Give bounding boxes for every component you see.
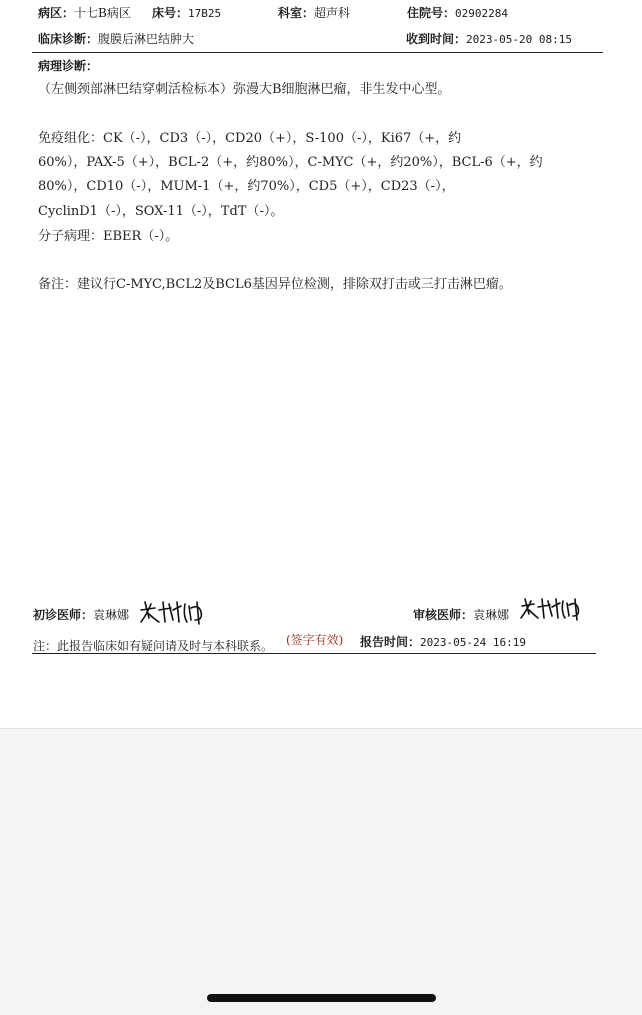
report-time-value: 2023-05-24 16:19	[420, 636, 526, 649]
initial-physician-label: 初诊医师：	[33, 608, 94, 622]
bed-field	[152, 5, 221, 22]
molecular-pathology: 分子病理：EBER（-）。	[38, 229, 179, 244]
ihc-line-2: 60%），PAX-5（+），BCL-2（+，约80%），C-MYC（+，约20%），BCL-6（+，约	[38, 155, 543, 170]
dept-value: 超声科	[314, 6, 351, 20]
review-physician-name: 袁琳娜	[473, 608, 510, 622]
pathology-diagnosis: （左侧颈部淋巴结穿刺活检标本）弥漫大B细胞淋巴瘤，非生发中心型。	[38, 82, 451, 97]
footer-divider	[32, 653, 596, 654]
ward-field	[38, 5, 131, 21]
pathology-title-label: 病理诊断：	[38, 59, 99, 73]
header-divider	[32, 52, 603, 53]
clinical-diagnosis-field	[38, 31, 194, 47]
remark: 备注：建议行C-MYC,BCL2及BCL6基因异位检测，排除双打击或三打击淋巴瘤。	[38, 277, 512, 292]
dept-label: 科室：	[278, 6, 315, 20]
sign-valid-mark	[286, 632, 343, 648]
received-time-label: 收到时间：	[406, 32, 467, 46]
report-note-text: 注：此报告临床如有疑问请及时与本科联系。	[33, 639, 274, 653]
bed-value: 17B25	[188, 7, 222, 20]
received-time-field	[406, 31, 572, 48]
review-physician-signature	[518, 594, 584, 624]
review-physician-label: 审核医师：	[413, 608, 474, 622]
ihc-line-4: CyclinD1（-），SOX-11（-），TdT（-）。	[38, 204, 284, 219]
initial-physician-signature	[137, 596, 209, 626]
bed-label: 床号：	[152, 6, 189, 20]
pathology-title	[38, 58, 98, 74]
clinical-diagnosis-label: 临床诊断：	[38, 32, 99, 46]
blank-lower-area	[0, 728, 642, 1015]
admission-value: 02902284	[455, 7, 508, 20]
admission-label: 住院号：	[407, 6, 456, 20]
ward-value: 十七B病区	[74, 6, 131, 20]
home-indicator[interactable]	[207, 994, 436, 1002]
ihc-line-3: 80%），CD10（-），MUM-1（+，约70%），CD5（+），CD23（-），	[38, 179, 455, 194]
initial-physician-name: 袁琳娜	[93, 608, 130, 622]
clinical-diagnosis-value: 腹膜后淋巴结肿大	[98, 32, 195, 46]
admission-field	[407, 5, 508, 22]
sign-valid-text: (签字有效)	[286, 633, 344, 647]
report-time-label: 报告时间：	[360, 635, 421, 649]
review-physician-field	[413, 607, 509, 623]
ward-label: 病区：	[38, 6, 75, 20]
initial-physician-field	[33, 607, 129, 623]
dept-field	[278, 5, 350, 21]
report-note	[33, 638, 273, 654]
ihc-line-1: 免疫组化：CK（-），CD3（-），CD20（+），S-100（-），Ki67（+，约	[38, 131, 462, 146]
report-time-field	[360, 634, 526, 651]
received-time-value: 2023-05-20 08:15	[466, 33, 572, 46]
